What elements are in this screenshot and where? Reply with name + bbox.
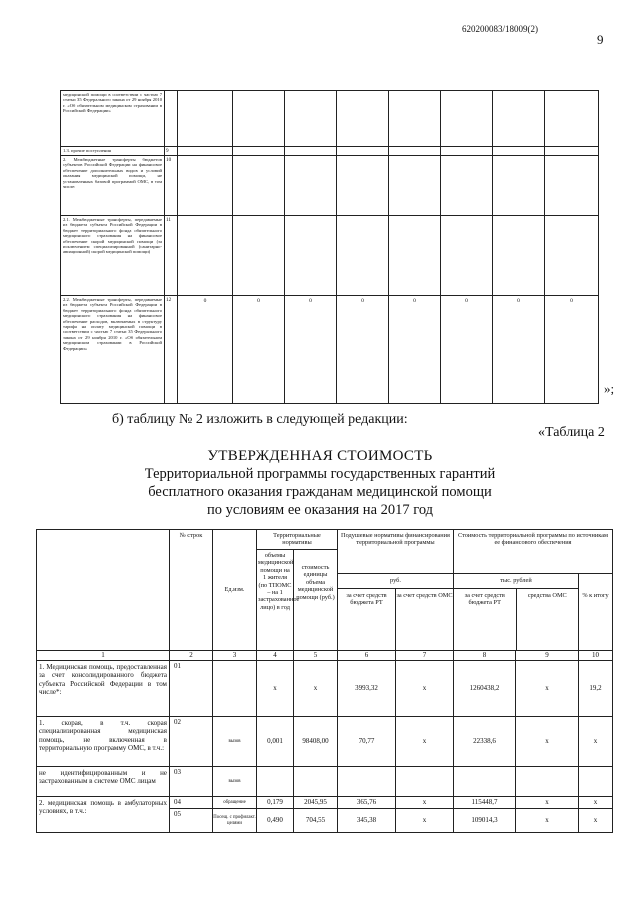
cell-unit-cost: 704,55 [294, 809, 338, 833]
row-description: 2. Межбюджетные трансферты бюджетов субъектов Российской Федерации на финансовое обеспечение дополнительных видов и условий оказания медицинской помощи, не установленных базовой программой ОМС, в том числе: [61, 156, 165, 216]
cell [389, 216, 441, 296]
cell [389, 147, 441, 156]
cell-budget-rt: 3993,32 [338, 661, 396, 717]
cell [441, 147, 493, 156]
header-row [37, 530, 613, 550]
cell: 0 [493, 296, 545, 404]
header-cell-thous-group [454, 574, 579, 651]
cell [441, 91, 493, 147]
table-row [37, 661, 613, 717]
cell-budget-rt-thous: 115448,7 [454, 797, 516, 809]
cell [545, 147, 599, 156]
cell-budget-rt-thous: 109014,3 [454, 809, 516, 833]
cell-unit-cost: 2045,95 [294, 797, 338, 809]
row-number: 03 [170, 767, 213, 797]
row-unit [213, 661, 257, 717]
header-cell-budget-rt: за счет средств бюджета РТ [338, 588, 396, 650]
cell-budget-rt-thous: 1260438,2 [454, 661, 516, 717]
row-number: 02 [170, 717, 213, 767]
cell-budget-rt: 345,38 [338, 809, 396, 833]
header-cell-percent: % к итогу [579, 574, 613, 651]
cell [178, 216, 233, 296]
cell-percent: x [579, 809, 613, 833]
index-row [37, 651, 613, 661]
cell [493, 147, 545, 156]
amendment-paragraph: б) таблицу № 2 изложить в следующей редакции: [112, 412, 408, 427]
row-description: медицинской помощи в соответствии с частью 7 статьи 35 Федерального закона от 29 ноября 2010 г. «Об обязательном медицинском страховании в Российской Федерации» [61, 91, 165, 147]
row-number: 10 [165, 156, 178, 216]
cell-percent [579, 767, 613, 797]
cell-oms: x [396, 809, 454, 833]
cell-unit-cost: x [294, 661, 338, 717]
row-number: 9 [165, 147, 178, 156]
index-cell: 9 [516, 651, 579, 661]
row-number: 12 [165, 296, 178, 404]
document-number: 620200083/18009(2) [462, 24, 538, 34]
cell [545, 91, 599, 147]
row-description: 1.3. прочие поступления [61, 147, 165, 156]
header-cell-oms: за счет средств ОМС [396, 591, 453, 599]
table-title: УТВЕРЖДЕННАЯ СТОИМОСТЬ [207, 448, 433, 464]
header-cell-row-number: № строк [170, 530, 213, 651]
table-row [61, 156, 599, 216]
cell [233, 216, 285, 296]
table-row [37, 717, 613, 767]
cell [285, 91, 337, 147]
cell [389, 91, 441, 147]
table-row [61, 91, 599, 147]
cell [493, 156, 545, 216]
cell-budget-rt-thous: 22338,6 [454, 717, 516, 767]
cell [493, 91, 545, 147]
closing-quote: »; [604, 381, 615, 396]
header-cell-oms-thous: средства ОМС [527, 591, 567, 599]
page-number: 9 [597, 32, 604, 47]
continuation-table [60, 90, 599, 404]
index-cell: 3 [213, 651, 257, 661]
header-cell-per-capita: Подушевые нормативы финансирования территориальной программы [338, 530, 454, 574]
cell [178, 156, 233, 216]
cell-oms-thous: x [516, 797, 579, 809]
table-subtitle-line: по условиям ее оказания на 2017 год [206, 502, 434, 518]
cell [337, 147, 389, 156]
row-number: 11 [165, 216, 178, 296]
cell-percent: x [579, 797, 613, 809]
row-description: 2. медицинская помощь в амбулаторных условиях, в т.ч.: [37, 797, 170, 833]
header-cell-unit: Ед.изм. [213, 530, 257, 651]
row-description: 2.1. Межбюджетные трансферты, передаваемые из бюджета субъекта Российской Федерации в бюджет территориального фонда обязательного медицинского страхования на финансовое обеспечение скорой медицинской помощи (за исключением специализированной (санитарно-авиационной) скорой медицинской помощи) [61, 216, 165, 296]
cell-budget-rt: 70,77 [338, 717, 396, 767]
cell [233, 91, 285, 147]
cell: 0 [178, 296, 233, 404]
index-cell: 8 [454, 651, 516, 661]
table-row [37, 797, 613, 809]
table-subtitle-line: бесплатного оказания гражданам медицинской помощи [148, 484, 492, 500]
cell: 0 [441, 296, 493, 404]
cell-volume: x [257, 661, 294, 717]
row-unit: Посещ. с профилакт. целями [213, 809, 257, 833]
cell-budget-rt: 365,76 [338, 797, 396, 809]
cell [285, 216, 337, 296]
header-cell-rub: руб. [338, 574, 453, 588]
table-row [61, 296, 599, 404]
cost-table [36, 529, 613, 833]
cell [337, 156, 389, 216]
header-cell-budget-rt-thous: за счет средств бюджета РТ [454, 588, 516, 650]
index-cell: 5 [294, 651, 338, 661]
cell-oms: x [396, 797, 454, 809]
row-description: 1. скорая, в т.ч. скорая специализированная медицинская помощь, не включенная в территориальную программу ОМС, в т.ч.: [37, 717, 170, 767]
index-cell: 7 [396, 651, 454, 661]
table-reference: «Таблица 2 [538, 425, 605, 440]
cell [545, 216, 599, 296]
cell [285, 156, 337, 216]
cell-oms-thous: x [516, 809, 579, 833]
row-description: 1. Медицинская помощь, предоставленная за счет консолидированного бюджета субъекта Российской Федерации в том числе*: [37, 661, 170, 717]
cell-percent: x [579, 717, 613, 767]
cell-unit-cost [294, 767, 338, 797]
cell-oms: x [396, 717, 454, 767]
index-cell: 1 [37, 651, 170, 661]
cell [233, 156, 285, 216]
cell-volume: 0,490 [257, 809, 294, 833]
cell-percent: 19,2 [579, 661, 613, 717]
rub-subheader [338, 574, 453, 650]
table-row [61, 147, 599, 156]
cell: 0 [337, 296, 389, 404]
header-cell-program-cost: Стоимость территориальной программы по источникам ее финансового обеспечения [454, 530, 613, 574]
cell-unit-cost: 98408,00 [294, 717, 338, 767]
row-number: 01 [170, 661, 213, 717]
header-cell-thous: тыс. рублей [454, 574, 578, 588]
index-cell: 10 [579, 651, 613, 661]
index-cell: 2 [170, 651, 213, 661]
cell-volume [257, 767, 294, 797]
cell-budget-rt [338, 767, 396, 797]
cell: 0 [545, 296, 599, 404]
cell [389, 156, 441, 216]
row-unit: вызов [213, 767, 257, 797]
cell [545, 156, 599, 216]
cell [441, 216, 493, 296]
row-description: 2.2. Межбюджетные трансферты, передаваемые из бюджета субъекта Российской Федерации в бюджет территориального фонда обязательного медицинского страхования на финансовое обеспечение расходов, включаемых в структуру тарифа на оплату медицинской помощи в соответствии с частью 7 статьи 35 Федерального закона от 29 ноября 2010 г. «Об обязательном медицинском страховании в Российской Федерации» [61, 296, 165, 404]
cell [441, 156, 493, 216]
cell-volume: 0,179 [257, 797, 294, 809]
cell-volume: 0,001 [257, 717, 294, 767]
cell-oms-thous: x [516, 717, 579, 767]
cell-oms-thous: x [516, 661, 579, 717]
cell [493, 216, 545, 296]
index-cell: 4 [257, 651, 294, 661]
cell: 0 [285, 296, 337, 404]
table-row [37, 767, 613, 797]
table-row [61, 216, 599, 296]
header-cell-territorial-norms: Территориальные нормативы [257, 530, 338, 550]
cell-budget-rt-thous [454, 767, 516, 797]
cell [337, 91, 389, 147]
cell-oms: x [396, 661, 454, 717]
row-description: не идентифицированным и не застрахованным в системе ОМС лицам [37, 767, 170, 797]
cell: 0 [389, 296, 441, 404]
cell-oms-thous [516, 767, 579, 797]
index-cell: 6 [338, 651, 396, 661]
cell [285, 147, 337, 156]
header-cell-rub-group [338, 574, 454, 651]
thous-subheader [454, 574, 578, 650]
cell [178, 91, 233, 147]
cell [233, 147, 285, 156]
header-cell-description [37, 530, 170, 651]
row-number: 04 [170, 797, 213, 809]
row-number: 05 [170, 809, 213, 833]
table-subtitle-line: Территориальной программы государственных гарантий [144, 466, 496, 482]
cell: 0 [233, 296, 285, 404]
cell [337, 216, 389, 296]
cell [178, 147, 233, 156]
header-cell-unit-cost: стоимость единицы объема медицинской помощи (руб.) [294, 550, 338, 651]
header-cell-volume: объемы медицинской помощи на 1 жителя (по ТПОМС – на 1 застрахованное лицо) в год [257, 550, 294, 651]
row-unit: вызов [213, 717, 257, 767]
cell-oms [396, 767, 454, 797]
row-unit: обращение [213, 797, 257, 809]
row-number [165, 91, 178, 147]
